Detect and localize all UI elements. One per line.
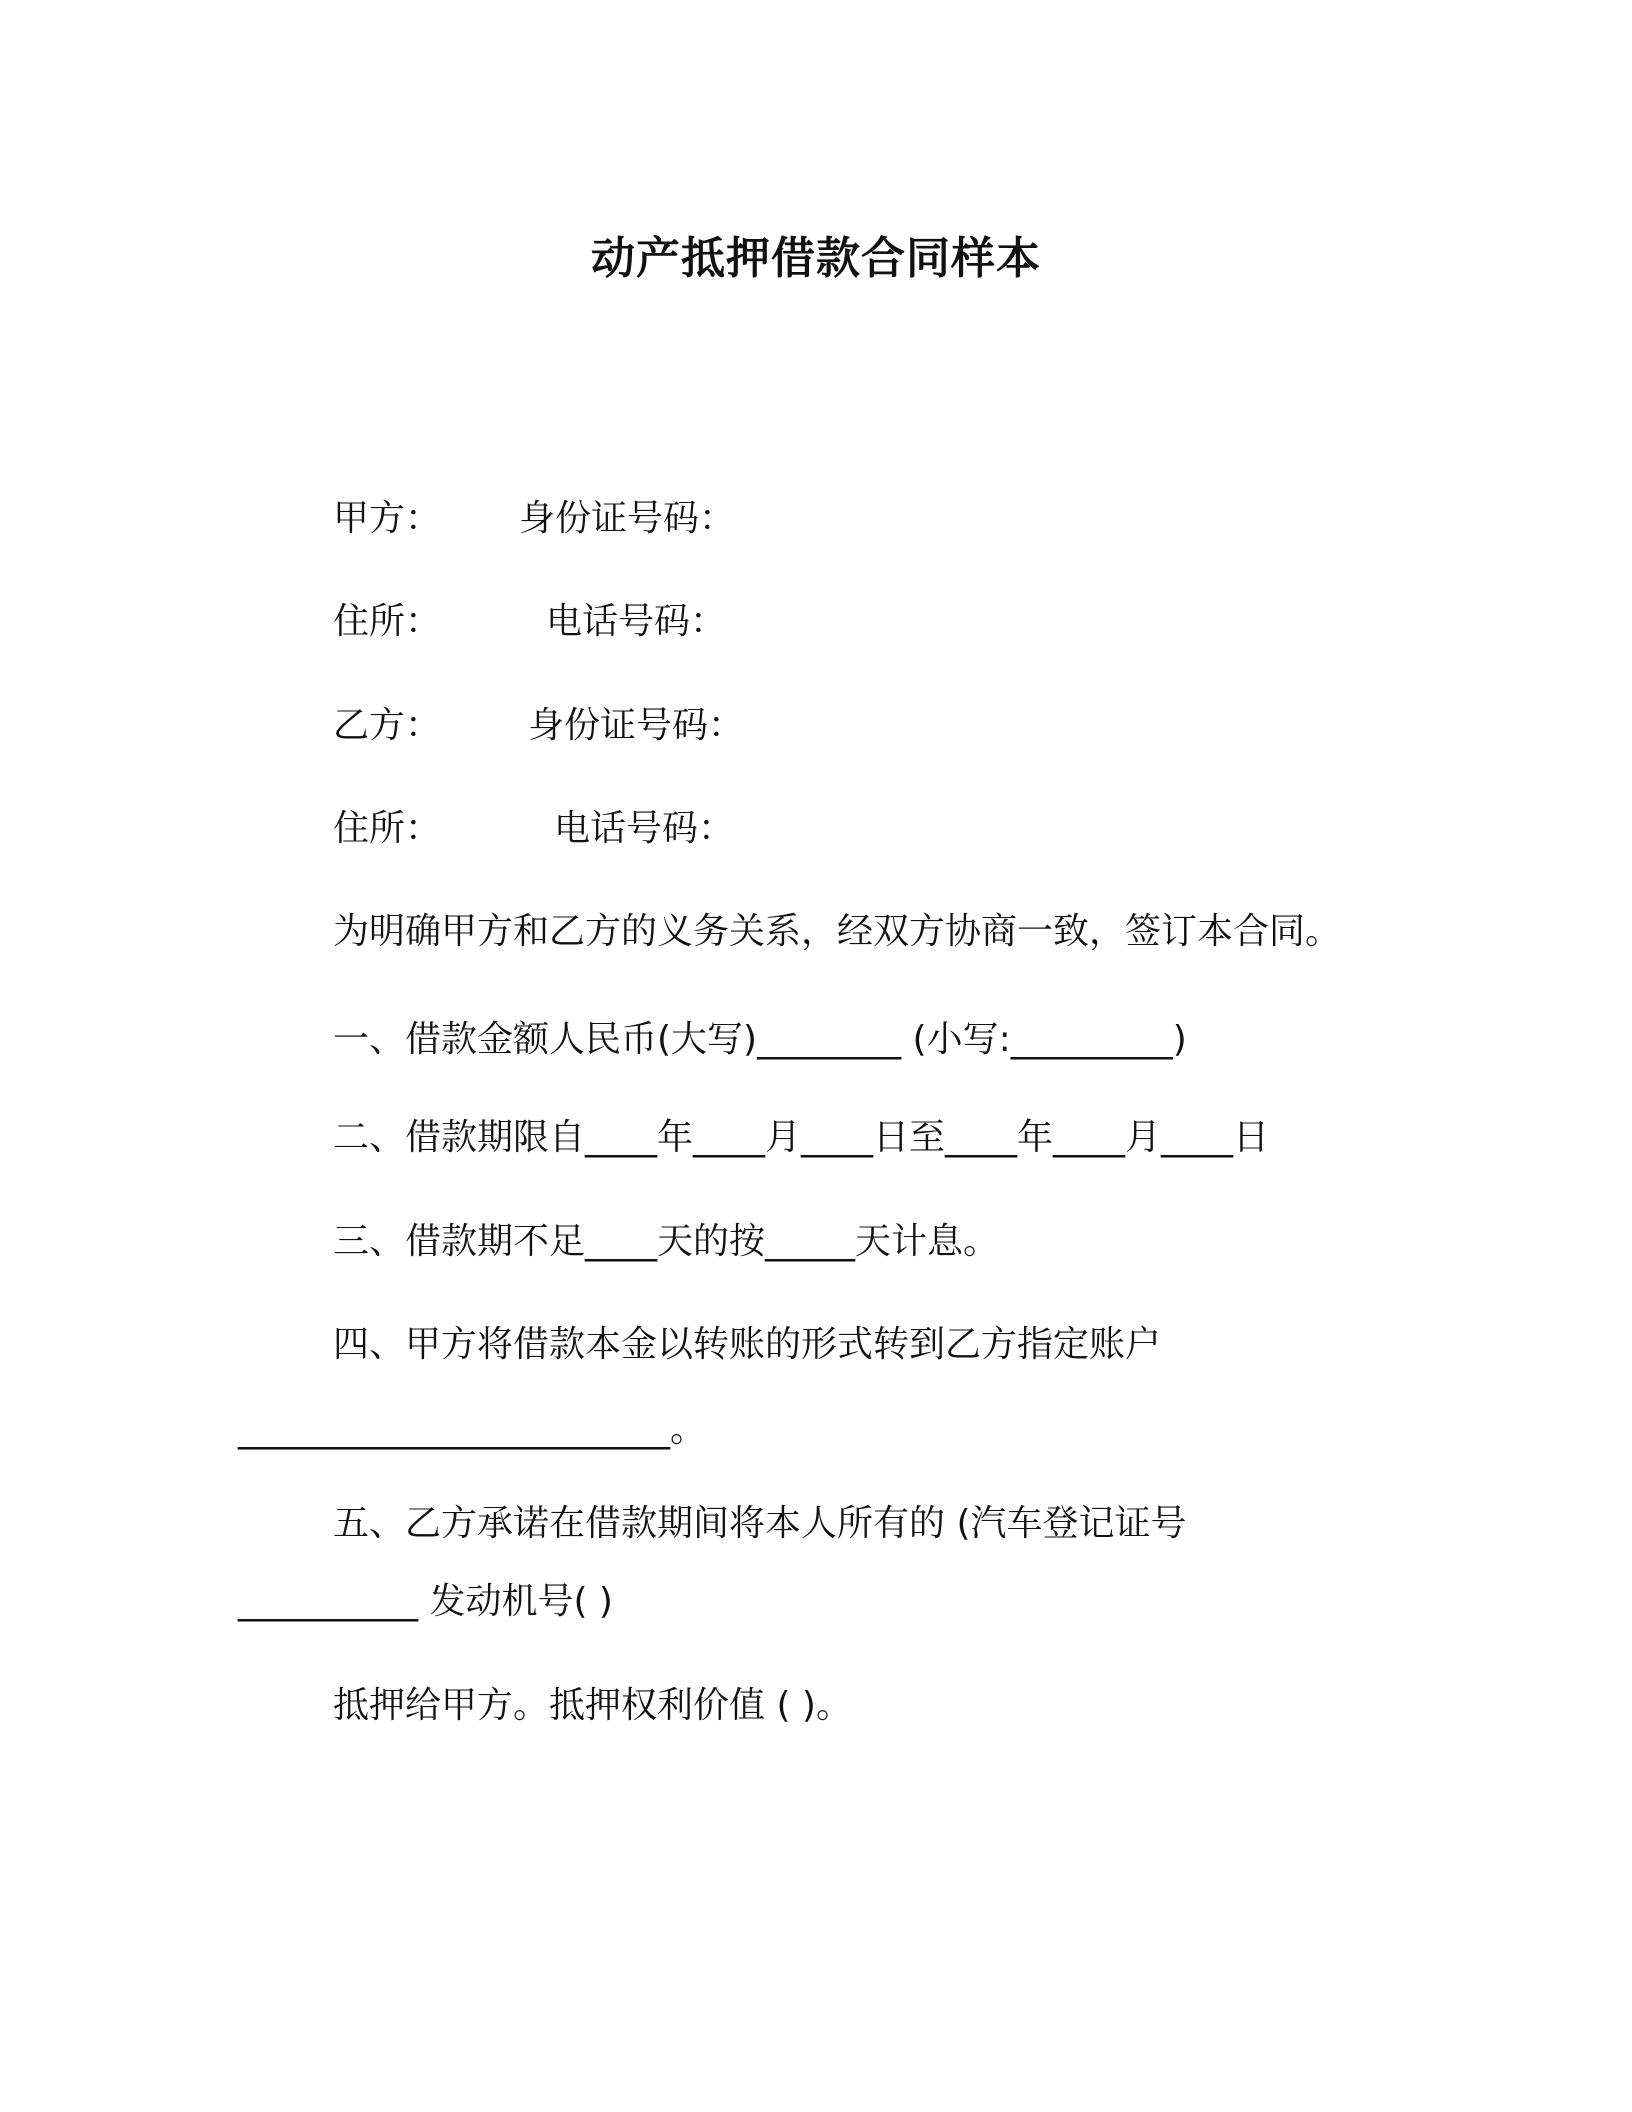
clause-4-line-1: 四、甲方将借款本金以转账的形式转到乙方指定账户 [333, 1324, 1162, 1365]
clause-3: 三、借款期不足____天的按_____天计息。 [333, 1221, 1000, 1262]
party-b-label: 乙方： [333, 705, 442, 746]
clause-2: 二、借款期限自____年____月____日至____年____月____日 [333, 1117, 1270, 1158]
clause-1: 一、借款金额人民币(大写)________ (小写:_________) [333, 1019, 1187, 1060]
clause-4-line-2: ________________________。 [238, 1409, 706, 1450]
party-a-phone-label: 电话号码： [546, 601, 727, 642]
preamble-text: 为明确甲方和乙方的义务关系，经双方协商一致，签订本合同。 [333, 911, 1342, 952]
party-b-id-label: 身份证号码： [528, 705, 745, 746]
party-a-id-label: 身份证号码： [519, 498, 736, 539]
party-a-label: 甲方： [333, 498, 442, 539]
document-title: 动产抵押借款合同样本 [591, 233, 1041, 284]
clause-5-line-1: 五、乙方承诺在借款期间将本人所有的 (汽车登记证号 [333, 1503, 1187, 1544]
party-a-address-label: 住所： [333, 601, 442, 642]
clause-5-line-3: 抵押给甲方。抵押权利价值 ( )。 [333, 1685, 852, 1726]
clause-5-line-2: __________ 发动机号( ) [238, 1581, 613, 1622]
party-b-phone-label: 电话号码： [554, 808, 735, 849]
party-b-address-label: 住所： [333, 808, 442, 849]
